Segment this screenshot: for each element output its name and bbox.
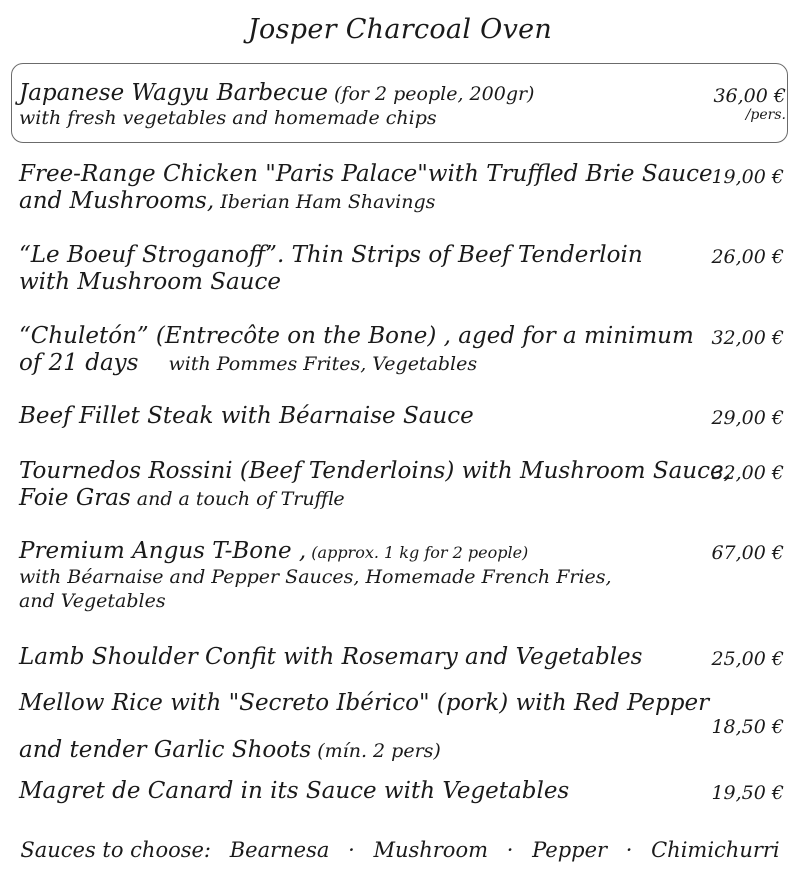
menu-item-wagyu — [19, 80, 679, 129]
item-note: Iberian Ham Shavings — [214, 191, 436, 213]
menu-item-rossini — [19, 458, 731, 512]
item-note: (mín. 2 pers) — [311, 740, 441, 762]
item-name: Mellow Rice with "Secreto Ibérico" (pork) with Red Pepper — [19, 690, 710, 716]
item-name: Magret de Canard in its Sauce with Vegetables — [19, 778, 570, 804]
menu-section-title: Josper Charcoal Oven — [247, 14, 553, 45]
item-price: 18,50 € — [711, 716, 784, 738]
item-price: 29,00 € — [711, 407, 784, 429]
menu-item-tbone — [19, 538, 679, 613]
menu-item-chicken — [19, 161, 713, 215]
menu-item-mellow-rice — [19, 690, 710, 764]
item-name-cont: and tender Garlic Shoots — [19, 737, 312, 763]
sauce-option: Chimichurri — [651, 838, 780, 862]
item-note: and a touch of Truffle — [130, 488, 345, 510]
item-price: 19,50 € — [711, 782, 784, 804]
sauce-option: Mushroom — [373, 838, 489, 862]
item-price: 32,00 € — [711, 462, 784, 484]
item-name: Free-Range Chicken "Paris Palace"with Truffled Brie Sauce — [19, 161, 713, 187]
sauce-option: Pepper — [532, 838, 608, 862]
item-note: with Pommes Frites, Vegetables — [168, 353, 478, 375]
item-price: 32,00 € — [711, 327, 784, 349]
item-description: with Béarnaise and Pepper Sauces, Homemade French Fries, — [19, 566, 612, 588]
item-name: Beef Fillet Steak with Béarnaise Sauce — [19, 403, 474, 429]
separator-dot: · — [625, 838, 633, 862]
item-note: (approx. 1 kg for 2 people) — [306, 543, 529, 562]
menu-item-chuleton — [19, 323, 694, 377]
item-price: 26,00 € — [711, 246, 784, 268]
menu-item-fillet — [19, 403, 679, 430]
item-name-cont: and Mushrooms, — [19, 188, 215, 214]
separator-dot: · — [348, 838, 355, 862]
item-price: 19,00 € — [711, 166, 784, 188]
item-name-cont: with Mushroom Sauce — [19, 269, 281, 295]
sauce-option: Bearnesa — [229, 838, 330, 862]
sauces-label: Sauces to choose: — [20, 838, 212, 862]
item-name: Japanese Wagyu Barbecue — [19, 80, 328, 106]
sauces-line — [0, 838, 800, 862]
item-name: Lamb Shoulder Confit with Rosemary and Vegetables — [19, 644, 643, 670]
menu-item-lamb — [19, 644, 679, 671]
menu-item-magret — [19, 778, 679, 805]
item-price: 36,00 € — [713, 85, 786, 107]
item-note: (for 2 people, 200gr) — [327, 83, 535, 105]
item-name: “Chuletón” (Entrecôte on the Bone) , aged for a minimum — [19, 323, 694, 349]
separator-dot: · — [506, 838, 514, 862]
item-description-cont: and Vegetables — [19, 590, 166, 612]
item-name-cont: of 21 days — [19, 350, 139, 376]
item-description: with fresh vegetables and homemade chips — [19, 107, 437, 129]
item-price: 25,00 € — [711, 648, 784, 670]
item-name: Premium Angus T-Bone , — [19, 538, 307, 564]
item-name-cont: Foie Gras — [19, 485, 131, 511]
menu-item-stroganoff — [19, 242, 679, 296]
item-price: 67,00 € — [711, 542, 784, 564]
item-name: Tournedos Rossini (Beef Tenderloins) with Mushroom Sauce, — [19, 458, 731, 484]
price-unit: /pers. — [745, 107, 786, 123]
item-name: “Le Boeuf Stroganoff”. Thin Strips of Beef Tenderloin — [19, 242, 643, 268]
